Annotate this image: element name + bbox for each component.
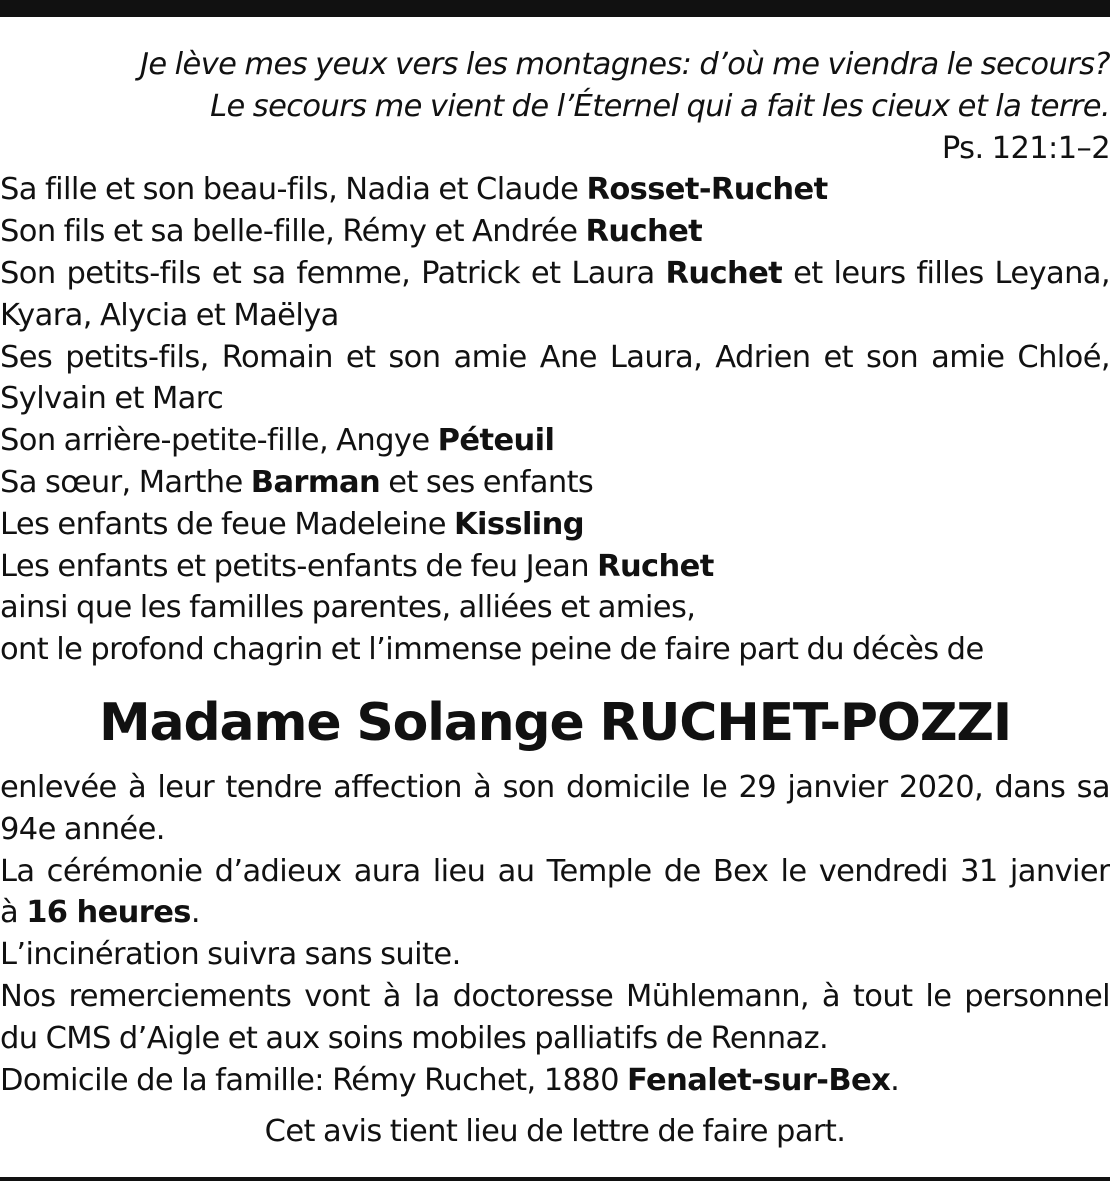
detail-line: La cérémonie d’adieux aura lieu au Temple de Bex le vendredi 31 janvier xyxy=(0,853,1110,889)
family-locality: Fenalet-sur-Bex xyxy=(627,1062,891,1098)
family-line: Kyara, Alycia et Maëlya xyxy=(0,297,339,333)
deceased-name: Madame Solange RUCHET-POZZI xyxy=(99,692,1011,753)
verse-reference: Ps. 121:1–2 xyxy=(941,130,1110,166)
closing-note: Cet avis tient lieu de lettre de faire part. xyxy=(264,1114,846,1150)
family-line: Sa sœur, Marthe Barman et ses enfants xyxy=(0,464,594,500)
family-surname: Barman xyxy=(250,464,381,500)
details-block xyxy=(0,767,1110,1101)
family-line: Son fils et sa belle-fille, Rémy et Andrée Ruchet xyxy=(0,214,703,250)
family-surname: Ruchet xyxy=(597,548,714,584)
verse-line-2: Le secours me vient de l’Éternel qui a fait les cieux et la terre. xyxy=(210,88,1110,124)
family-surname: Kissling xyxy=(453,506,585,542)
family-line: Son arrière-petite-fille, Angye Péteuil xyxy=(0,423,555,459)
family-surname: Rosset-Ruchet xyxy=(586,172,828,208)
top-border-rule xyxy=(0,0,1110,17)
family-surname: Péteuil xyxy=(437,423,555,459)
detail-line: L’incinération suivra sans suite. xyxy=(0,937,461,973)
family-line: Ses petits-fils, Romain et son amie Ane Laura, Adrien et son amie Chloé, xyxy=(0,339,1110,375)
verse-line-1: Je lève mes yeux vers les montagnes: d’où me viendra le secours? xyxy=(140,47,1110,82)
announcement-line: ont le profond chagrin et l’immense peine de faire part du décès de xyxy=(0,632,984,668)
family-line: ainsi que les familles parentes, alliées et amies, xyxy=(0,590,696,626)
obituary-notice xyxy=(0,44,1110,1153)
ceremony-time: 16 heures xyxy=(26,895,191,931)
family-surname: Ruchet xyxy=(665,255,783,291)
bottom-border-rule xyxy=(0,1177,1110,1181)
family-line: Les enfants et petits-enfants de feu Jean Ruchet xyxy=(0,548,714,584)
family-line: Sylvain et Marc xyxy=(0,381,224,417)
family-surname: Ruchet xyxy=(585,214,703,250)
detail-line: enlevée à leur tendre affection à son domicile le 29 janvier 2020, dans sa xyxy=(0,769,1110,805)
detail-line: Domicile de la famille: Rémy Ruchet, 1880 Fenalet-sur-Bex. xyxy=(0,1062,900,1098)
detail-line: Nos remerciements vont à la doctoresse Mühlemann, à tout le personnel xyxy=(0,978,1110,1014)
family-line: Sa fille et son beau-fils, Nadia et Claude Rosset-Ruchet xyxy=(0,172,828,208)
family-line: Son petits-fils et sa femme, Patrick et Laura Ruchet et leurs filles Leyana, xyxy=(0,255,1110,291)
family-list xyxy=(0,169,1110,671)
detail-line: du CMS d’Aigle et aux soins mobiles palliatifs de Rennaz. xyxy=(0,1020,829,1056)
detail-line: 94e année. xyxy=(0,811,165,847)
psalm-verse xyxy=(0,44,1110,128)
family-line: Les enfants de feue Madeleine Kissling xyxy=(0,506,585,542)
detail-line: à 16 heures. xyxy=(0,895,200,931)
